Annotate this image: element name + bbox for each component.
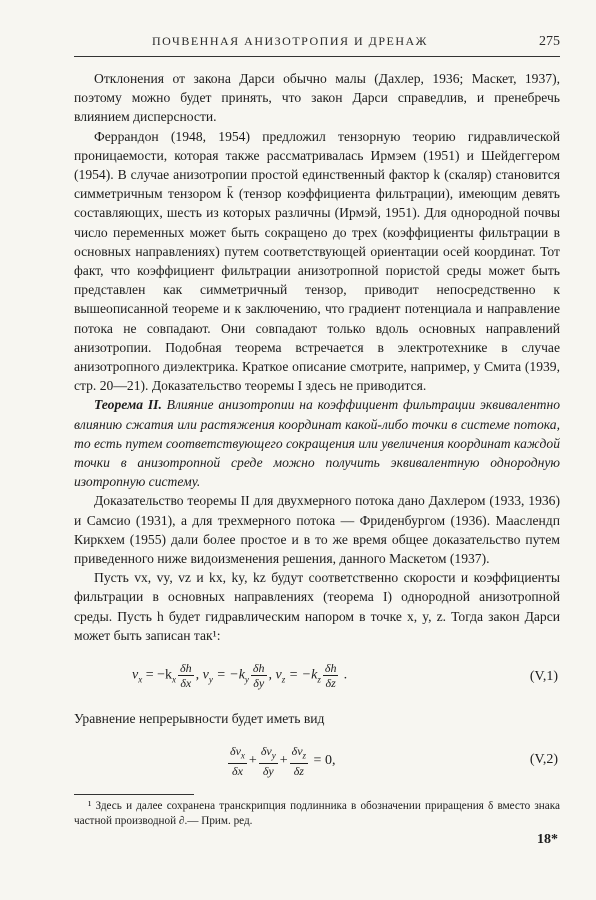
paragraph-ferrandon-tensor: Феррандон (1948, 1954) предложил тензорную теорию гидравлической проницаемости, которая также рассматривалась Ирмэем (1951) и Шейдеггером (1954). В случае анизотропии простой единственный фактор k (скаляр) становится симметричным тензором k̄ (тензор коэффициента фильтрации), имеющим девять составляющих, шесть из которых различны (Ирмэй, 1951). Для однородной почвы число переменных может быть сокращено до трех (коэффициенты фильтрации в основных направлениях) путем соответствующей ориентации осей координат. Тот факт, что коэффициент фильтрации анизотропной пористой среды может быть представлен как симметричный тензор, приводит непосредственно к вышеописанной теореме и к заключению, что градиент потенциала и направление потока не совпадают. Они совпадают только вдоль основных направлений анизотропии. Подобная теорема встречается в электротехнике в случае анизотропного диэлектрика. Краткое описание смотрите, например, у Смита (1939, стр. 20—21). Доказательство теоремы I здесь не приводится. xyxy=(74,128,560,394)
theorem-text: Влияние анизотропии на коэффициент фильтрации эквивалентно влиянию сжатия или растяжения координат какой-либо точки в системе потока, то есть путем соответствующего сокращения или увеличения координат каждой точки в анизотропной среде можно получить эквивалентную однородную изотропную систему. xyxy=(74,397,560,490)
equation-v2-body: $\frac{\delta v_x}{\delta x}$ + $\frac{\delta v_y}{\delta y}$ + $\frac{\delta v_z}{\delta z}$ = 0, xyxy=(230,744,336,778)
footnote-divider xyxy=(74,794,194,795)
paragraph-continuity: Уравнение непрерывности будет иметь вид xyxy=(74,711,325,727)
paragraph-darcy-law: Пусть vx, vy, vz и kx, ky, kz будут соответственно скорости и коэффициенты фильтрации в основных направлениях (теорема I) однородной анизотропной среды. Пусть h будет гидравлическим напором в точке x, y, z. Тогда закон Дарси может быть записан так¹: xyxy=(74,570,560,643)
equation-number: (V,1) xyxy=(529,669,558,685)
equation-v1-body: $v_x = -k_x$ $\frac{\delta h}{\delta x}$ , $v_y = -k_y$ $\frac{\delta h}{\delta y}$ , $v_z = -k_z$ $\frac{\delta h}{\delta z}$ . xyxy=(132,661,348,691)
fraction: $\frac{\delta h}{\delta z}$ xyxy=(324,661,337,691)
equation-v1 xyxy=(74,655,560,701)
footnote: ¹ Здесь и далее сохранена транскрипция подлинника в обозначении приращения δ вместо знака частной производной ∂.— Прим. ред. xyxy=(74,800,560,828)
header-title: ПОЧВЕННАЯ АНИЗОТРОПИЯ И ДРЕНАЖ xyxy=(152,34,428,48)
fraction: $\frac{\delta h}{\delta x}$ xyxy=(180,661,192,691)
paragraph-darcy-deviations: Отклонения от закона Дарси обычно малы (Дахлер, 1936; Маскет, 1937), поэтому можно будет принять, что закон Дарси справедлив, и пренебречь влиянием дисперсности. xyxy=(74,71,560,125)
page-number: 275 xyxy=(539,34,560,49)
fraction: $\frac{\delta v_z}{\delta z}$ xyxy=(291,744,307,778)
theorem-ii xyxy=(74,395,560,491)
signature-mark: 18* xyxy=(537,832,558,847)
fraction: $\frac{\delta v_x}{\delta x}$ xyxy=(230,744,245,778)
page xyxy=(74,34,560,829)
fraction: $\frac{\delta v_y}{\delta y}$ xyxy=(260,744,276,778)
running-header xyxy=(74,34,560,57)
fraction: $\frac{\delta h}{\delta y}$ xyxy=(252,661,265,691)
paragraph-proof-history: Доказательство теоремы II для двухмерного потока дано Дахлером (1933, 1936) и Самсио (1931), а для трехмерного потока — Фриденбургом (1936). Мааслендп Киркхем (1955) дали более простое и в то же время общее доказательство путем приведенного ниже видоизменения решения, данного Маскетом (1937). xyxy=(74,493,560,567)
theorem-lead: Теорема II. xyxy=(94,397,162,413)
equation-number: (V,2) xyxy=(529,752,558,768)
equation-v2 xyxy=(74,738,560,784)
